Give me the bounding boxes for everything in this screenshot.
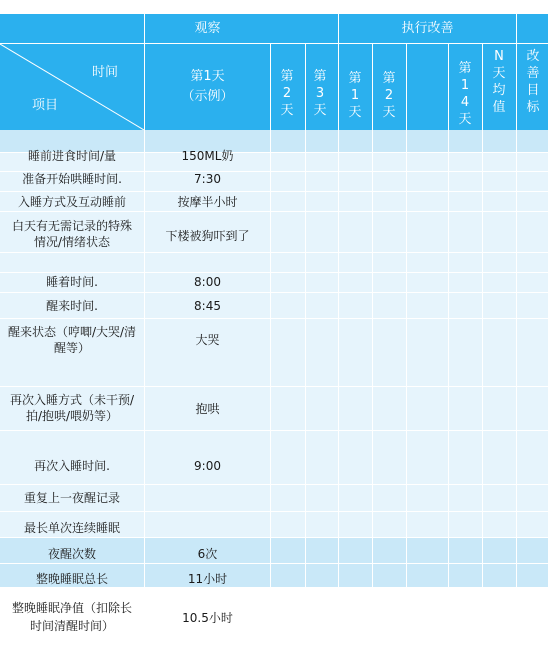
row-value: 下楼被狗吓到了 [165,229,250,243]
row-item: 睡着时间. [46,275,98,289]
row-item: 最长单次连续睡眠 [23,521,120,535]
row-line [0,563,548,564]
row-value: 抱哄 [195,402,220,416]
row-value: 11小时 [187,572,228,586]
col-day14: 第14天 [458,61,472,127]
col-line [305,44,306,587]
row-line [0,211,548,212]
row-line [0,386,548,387]
col-improve-goal: 改善目标 [526,49,540,115]
row-item: 准备开始哄睡时间. [22,172,122,186]
row-item-line2: 情况/情绪状态 [33,235,111,249]
row-line [0,292,548,293]
col-line [372,44,373,587]
col-line [406,44,407,587]
row-line [0,318,548,319]
row-value: 7:30 [194,172,221,186]
corner-time-label: 时间 [92,65,119,80]
row-item: 再次入睡方式（未干预/ [9,393,135,407]
row-item: 夜醒次数 [47,547,96,561]
header-group-improve: 执行改善 [401,21,454,36]
row-value: 9:00 [194,459,221,473]
row-value: 10.5小时 [182,611,233,625]
row-item: 再次入睡时间. [34,459,110,473]
row-item: 醒来时间. [46,299,98,313]
col-exec-day2: 第2天 [382,71,396,120]
col-line [482,44,483,587]
row-item-line2: 时间清醒时间） [29,619,114,633]
row-item: 整晚睡眠总长 [35,572,108,586]
col-line [338,14,339,587]
row-value: 8:45 [194,299,221,313]
row-value: 8:00 [194,275,221,289]
row-value: 150ML奶 [181,149,234,163]
row-item: 醒来状态（哼唧/大哭/清 [7,325,137,339]
row-item: 睡前进食时间/量 [27,149,117,163]
row-line [0,537,548,538]
col-n-day-average: N天均值 [492,49,506,115]
col-exec-day1: 第1天 [348,71,362,120]
row-item-line2: 拍/抱哄/喂奶等） [25,409,119,423]
corner-item-label: 项目 [32,98,59,113]
header-group-observe: 观察 [194,21,221,36]
col-line [270,44,271,587]
row-item: 整晚睡眠净值（扣除长 [11,601,132,615]
row-line [0,430,548,431]
row-item: 重复上一夜醒记录 [23,491,120,505]
col-day2: 第2天 [280,69,294,118]
col-line [516,14,517,587]
col-day1-sub: （示例） [181,89,234,104]
row-line [0,511,548,512]
row-value: 按摩半小时 [177,195,238,209]
row-item: 入睡方式及互动睡前 [17,195,126,209]
row-line [0,252,548,253]
col-day1: 第1天 [190,69,225,84]
col-day3: 第3天 [313,69,327,118]
row-line [0,272,548,273]
row-value: 大哭 [195,333,220,347]
col-line [448,44,449,587]
row-line [0,191,548,192]
row-item: 白天有无需记录的特殊 [11,219,132,233]
corner-diagonal [0,44,144,130]
row-line [0,484,548,485]
row-value: 6次 [197,547,218,561]
row-item-line2: 醒等） [53,341,90,355]
